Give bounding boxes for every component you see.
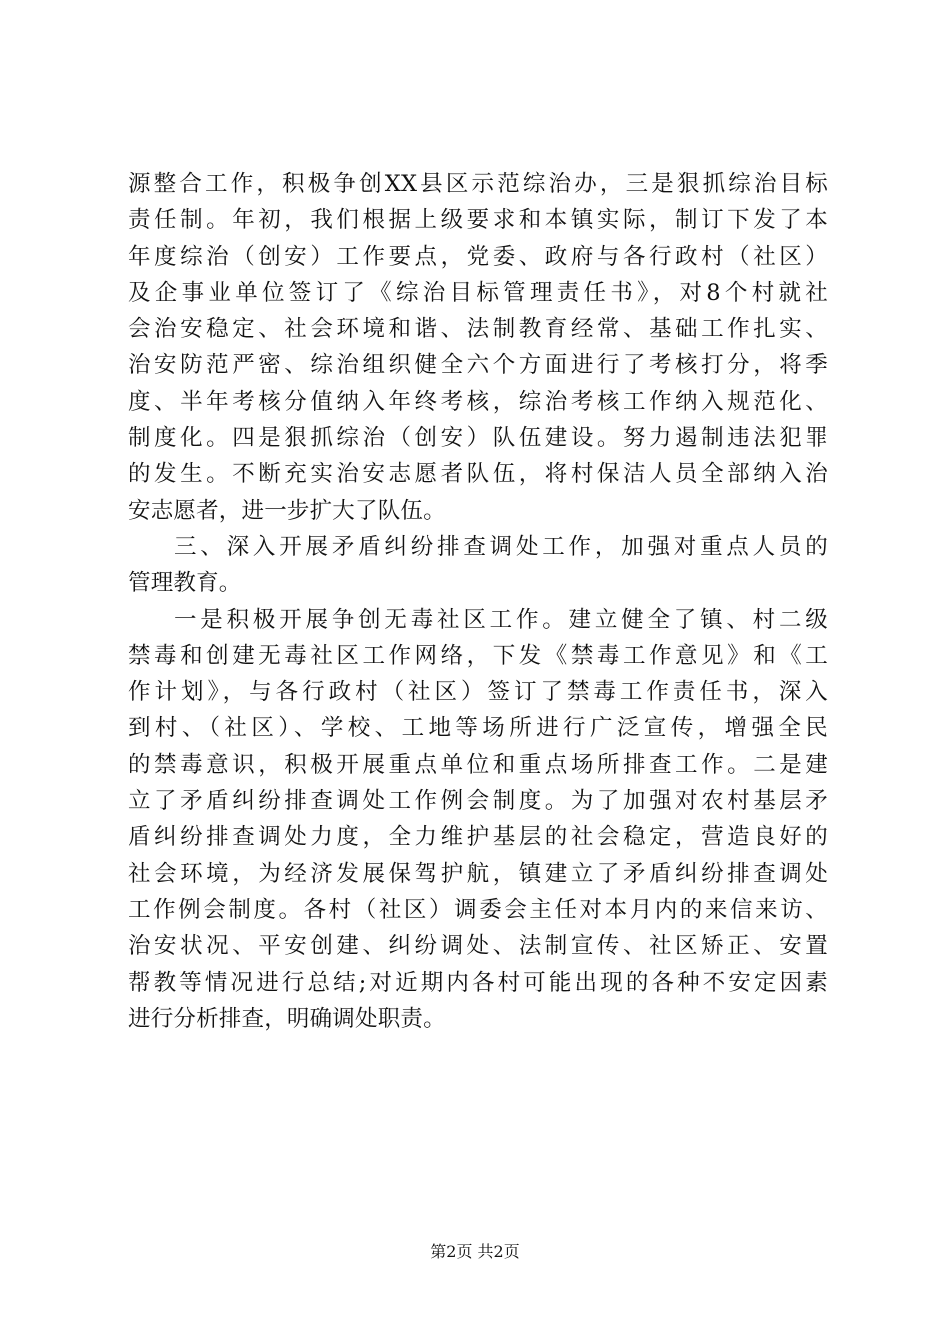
page-footer: 第2页 共2页 xyxy=(430,1242,520,1261)
text-line: 社会环境，为经济发展保驾护航，镇建立了矛盾纠纷排查调处 xyxy=(128,860,828,887)
text-line: 责任制。年初，我们根据上级要求和本镇实际，制订下发了本 xyxy=(128,207,828,234)
text-line: 盾纠纷排查调处力度，全力维护基层的社会稳定，营造良好的 xyxy=(128,824,828,851)
text-line: 的禁毒意识，积极开展重点单位和重点场所排查工作。二是建 xyxy=(128,751,828,778)
text-line: 禁毒和创建无毒社区工作网络，下发《禁毒工作意见》和《工 xyxy=(128,642,828,669)
text-line: 到村、（社区）、学校、工地等场所进行广泛宣传，增强全民 xyxy=(128,715,828,742)
text-line: 会治安稳定、社会环境和谐、法制教育经常、基础工作扎实、 xyxy=(128,316,828,343)
text-line: 治安防范严密、综治组织健全六个方面进行了考核打分，将季 xyxy=(128,352,828,379)
text-line: 工作例会制度。各村（社区）调委会主任对本月内的来信来访、 xyxy=(128,896,828,923)
text-line: 制度化。四是狠抓综治（创安）队伍建设。努力遏制违法犯罪 xyxy=(128,425,828,452)
text-line: 三、深入开展矛盾纠纷排查调处工作，加强对重点人员的 xyxy=(174,533,828,560)
text-line: 立了矛盾纠纷排查调处工作例会制度。为了加强对农村基层矛 xyxy=(128,788,828,815)
text-line: 治安状况、平安创建、纠纷调处、法制宣传、社区矫正、安置 xyxy=(128,933,828,960)
text-line: 一是积极开展争创无毒社区工作。建立健全了镇、村二级 xyxy=(174,606,828,633)
text-line: 进行分析排查，明确调处职责。 xyxy=(128,1005,446,1032)
text-line: 及企事业单位签订了《综治目标管理责任书》，对8个村就社 xyxy=(128,279,828,306)
text-line: 帮教等情况进行总结;对近期内各村可能出现的各种不安定因素 xyxy=(128,969,828,996)
document-body xyxy=(128,166,828,1037)
text-line: 年度综治（创安）工作要点，党委、政府与各行政村（社区） xyxy=(128,243,828,270)
text-line: 安志愿者，进一步扩大了队伍。 xyxy=(128,497,446,524)
text-line: 的发生。不断充实治安志愿者队伍，将村保洁人员全部纳入治 xyxy=(128,461,828,488)
text-line: 度、半年考核分值纳入年终考核，综治考核工作纳入规范化、 xyxy=(128,388,828,415)
text-line: 源整合工作，积极争创XX县区示范综治办，三是狠抓综治目标 xyxy=(128,171,828,197)
text-line: 管理教育。 xyxy=(128,570,242,597)
text-line: 作计划》，与各行政村（社区）签订了禁毒工作责任书，深入 xyxy=(128,679,828,706)
